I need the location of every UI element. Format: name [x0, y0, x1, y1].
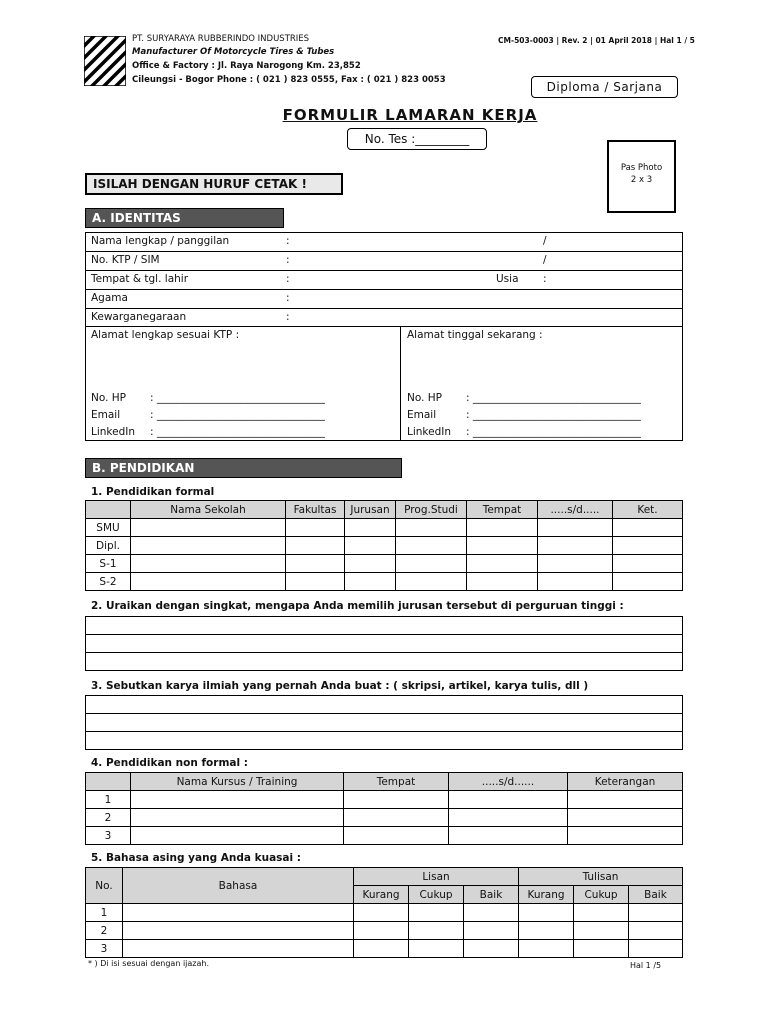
- cell[interactable]: [613, 519, 683, 537]
- col-header: Ket.: [613, 501, 683, 519]
- cell[interactable]: [519, 922, 574, 940]
- table-row: [86, 519, 683, 537]
- answer-line[interactable]: [86, 617, 683, 635]
- label-address-ktp: Alamat lengkap sesuai KTP :: [91, 329, 240, 341]
- cell[interactable]: [286, 573, 345, 591]
- level-header: Kurang: [519, 886, 574, 904]
- cell[interactable]: [396, 537, 467, 555]
- cell[interactable]: [344, 827, 449, 845]
- col-header: Prog.Studi: [396, 501, 467, 519]
- print-notice: ISILAH DENGAN HURUF CETAK !: [85, 173, 343, 195]
- cell[interactable]: [538, 555, 613, 573]
- row-label: 1: [86, 904, 123, 922]
- label-id-number: No. KTP / SIM: [91, 254, 160, 266]
- level-header: Cukup: [409, 886, 464, 904]
- cell[interactable]: [613, 555, 683, 573]
- label-birth: Tempat & tgl. lahir: [91, 273, 189, 285]
- cell[interactable]: [464, 904, 519, 922]
- language-table: [85, 867, 683, 958]
- phone-current-field[interactable]: : ________________________________: [466, 392, 641, 404]
- religion-input[interactable]: [300, 290, 680, 307]
- cell[interactable]: [519, 940, 574, 958]
- education-level-box: Diploma / Sarjana: [531, 76, 678, 98]
- question-2-lines: [85, 616, 683, 671]
- cell[interactable]: [538, 573, 613, 591]
- photo-label: Pas Photo: [620, 163, 663, 173]
- formal-education-table: [85, 500, 683, 591]
- cell[interactable]: [345, 573, 396, 591]
- cell[interactable]: [613, 537, 683, 555]
- email-field[interactable]: : ________________________________: [150, 409, 325, 421]
- row-label: 3: [86, 827, 131, 845]
- row-label: 1: [86, 791, 131, 809]
- cell[interactable]: [345, 519, 396, 537]
- cell[interactable]: [568, 809, 683, 827]
- cell[interactable]: [574, 940, 629, 958]
- cell[interactable]: [519, 904, 574, 922]
- nonformal-title: 4. Pendidikan non formal :: [91, 757, 248, 769]
- col-header: Tempat: [344, 773, 449, 791]
- row-label: 2: [86, 809, 131, 827]
- cell[interactable]: [538, 537, 613, 555]
- company-address-1: Office & Factory : Jl. Raya Narogong Km. 23,852: [132, 61, 361, 71]
- table-row: [86, 573, 683, 591]
- answer-line[interactable]: [86, 696, 683, 714]
- section-a-header: A. IDENTITAS: [85, 208, 284, 228]
- colon: :: [286, 311, 290, 323]
- table-row: [86, 791, 683, 809]
- row-label: 3: [86, 940, 123, 958]
- cell[interactable]: [409, 904, 464, 922]
- col-header: No.: [86, 868, 123, 904]
- nonformal-table: [85, 772, 683, 845]
- company-tagline: Manufacturer Of Motorcycle Tires & Tubes: [132, 47, 335, 57]
- cell[interactable]: [467, 573, 538, 591]
- answer-line[interactable]: [86, 653, 683, 671]
- cell[interactable]: [574, 922, 629, 940]
- row-label: 2: [86, 922, 123, 940]
- label-address-current: Alamat tinggal sekarang :: [407, 329, 543, 341]
- cell[interactable]: [629, 922, 683, 940]
- cell[interactable]: [131, 537, 286, 555]
- sim-input[interactable]: [555, 252, 680, 269]
- cell[interactable]: [467, 555, 538, 573]
- cell[interactable]: [568, 827, 683, 845]
- cell[interactable]: [354, 904, 409, 922]
- cell[interactable]: [354, 922, 409, 940]
- colon: :: [286, 254, 290, 266]
- col-header: [86, 773, 131, 791]
- colon: :: [543, 273, 547, 285]
- form-title: FORMULIR LAMARAN KERJA: [282, 106, 538, 124]
- col-header: .....s/d.....: [538, 501, 613, 519]
- cell[interactable]: [409, 940, 464, 958]
- cell[interactable]: [449, 809, 568, 827]
- cell[interactable]: [123, 922, 354, 940]
- cell[interactable]: [464, 922, 519, 940]
- birth-input[interactable]: [300, 271, 490, 288]
- answer-line[interactable]: [86, 714, 683, 732]
- colon: :: [286, 235, 290, 247]
- table-row: [86, 922, 683, 940]
- level-header: Baik: [629, 886, 683, 904]
- language-title: 5. Bahasa asing yang Anda kuasai :: [91, 852, 301, 864]
- level-header: Baik: [464, 886, 519, 904]
- label-phone-current: No. HP: [407, 392, 442, 404]
- phone-field[interactable]: : ________________________________: [150, 392, 325, 404]
- label-email: Email: [91, 409, 121, 421]
- cell[interactable]: [131, 827, 344, 845]
- cell[interactable]: [131, 555, 286, 573]
- colon: :: [286, 273, 290, 285]
- table-row: [86, 809, 683, 827]
- label-religion: Agama: [91, 292, 128, 304]
- address-current-box[interactable]: [400, 326, 683, 441]
- cell[interactable]: [354, 940, 409, 958]
- cell[interactable]: [396, 519, 467, 537]
- cell[interactable]: [464, 940, 519, 958]
- col-header: Nama Sekolah: [131, 501, 286, 519]
- cell[interactable]: [131, 791, 344, 809]
- col-header: Tulisan: [519, 868, 683, 886]
- question-3: 3. Sebutkan karya ilmiah yang pernah Anda buat : ( skripsi, artikel, karya tulis, dll ): [91, 680, 589, 692]
- company-logo: [84, 36, 126, 86]
- cell[interactable]: [286, 519, 345, 537]
- cell[interactable]: [467, 519, 538, 537]
- cell[interactable]: [613, 573, 683, 591]
- answer-line[interactable]: [86, 732, 683, 750]
- cell[interactable]: [574, 904, 629, 922]
- cell[interactable]: [629, 940, 683, 958]
- footnote: * ) Di isi sesuai dengan ijazah.: [88, 959, 210, 968]
- formal-education-title: 1. Pendidikan formal: [91, 486, 215, 498]
- col-header: Fakultas: [286, 501, 345, 519]
- nickname-input[interactable]: [555, 233, 680, 250]
- linkedin-field[interactable]: : ________________________________: [150, 426, 325, 438]
- table-row: [86, 537, 683, 555]
- page-number: Hal 1 /5: [630, 961, 662, 970]
- col-header: Nama Kursus / Training: [131, 773, 344, 791]
- row-label: SMU: [86, 519, 131, 537]
- table-row: [86, 827, 683, 845]
- cell[interactable]: [629, 904, 683, 922]
- question-2: 2. Uraikan dengan singkat, mengapa Anda memilih jurusan tersebut di perguruan tinggi :: [91, 600, 624, 612]
- company-address-2: Cileungsi - Bogor Phone : ( 021 ) 823 0555, Fax : ( 021 ) 823 0053: [132, 75, 446, 85]
- cell[interactable]: [409, 922, 464, 940]
- age-input[interactable]: [555, 271, 680, 288]
- table-row: [86, 555, 683, 573]
- ktp-input[interactable]: [300, 252, 535, 269]
- cell[interactable]: [344, 791, 449, 809]
- col-header: Keterangan: [568, 773, 683, 791]
- answer-line[interactable]: [86, 635, 683, 653]
- label-nationality: Kewarganegaraan: [91, 311, 187, 323]
- photo-size: 2 x 3: [630, 175, 653, 185]
- cell[interactable]: [286, 555, 345, 573]
- cell[interactable]: [345, 537, 396, 555]
- cell[interactable]: [131, 573, 286, 591]
- cell[interactable]: [449, 827, 568, 845]
- cell[interactable]: [396, 555, 467, 573]
- level-header: Kurang: [354, 886, 409, 904]
- col-header: .....s/d......: [449, 773, 568, 791]
- col-header: Bahasa: [123, 868, 354, 904]
- section-b-header: B. PENDIDIKAN: [85, 458, 402, 478]
- label-age: Usia: [496, 273, 519, 285]
- cell[interactable]: [286, 537, 345, 555]
- row-label: Dipl.: [86, 537, 131, 555]
- question-3-lines: [85, 695, 683, 750]
- email-current-field[interactable]: : ________________________________: [466, 409, 641, 421]
- row-label: S-2: [86, 573, 131, 591]
- company-name: PT. SURYARAYA RUBBERINDO INDUSTRIES: [132, 34, 310, 44]
- col-header: [86, 501, 131, 519]
- label-phone: No. HP: [91, 392, 126, 404]
- cell[interactable]: [396, 573, 467, 591]
- label-linkedin: LinkedIn: [91, 426, 136, 438]
- cell[interactable]: [538, 519, 613, 537]
- test-number-field[interactable]: No. Tes :_________: [347, 128, 487, 150]
- col-header: Lisan: [354, 868, 519, 886]
- photo-box: [607, 140, 676, 213]
- table-row: [86, 904, 683, 922]
- address-ktp-box[interactable]: [85, 326, 401, 441]
- label-email-current: Email: [407, 409, 437, 421]
- level-header: Cukup: [574, 886, 629, 904]
- row-label: S-1: [86, 555, 131, 573]
- cell[interactable]: [123, 904, 354, 922]
- cell[interactable]: [344, 809, 449, 827]
- full-name-input[interactable]: [300, 233, 535, 250]
- colon: :: [286, 292, 290, 304]
- document-reference: CM-503-0003 | Rev. 2 | 01 April 2018 | Hal 1 / 5: [498, 36, 695, 45]
- slash: /: [543, 254, 547, 266]
- table-row: [86, 940, 683, 958]
- cell[interactable]: [568, 791, 683, 809]
- cell[interactable]: [131, 809, 344, 827]
- cell[interactable]: [123, 940, 354, 958]
- label-linkedin-current: LinkedIn: [407, 426, 452, 438]
- cell[interactable]: [449, 791, 568, 809]
- linkedin-current-field[interactable]: : ________________________________: [466, 426, 641, 438]
- cell[interactable]: [131, 519, 286, 537]
- cell[interactable]: [467, 537, 538, 555]
- col-header: Tempat: [467, 501, 538, 519]
- nationality-input[interactable]: [300, 309, 680, 326]
- label-full-name: Nama lengkap / panggilan: [91, 235, 230, 247]
- col-header: Jurusan: [345, 501, 396, 519]
- cell[interactable]: [345, 555, 396, 573]
- slash: /: [543, 235, 547, 247]
